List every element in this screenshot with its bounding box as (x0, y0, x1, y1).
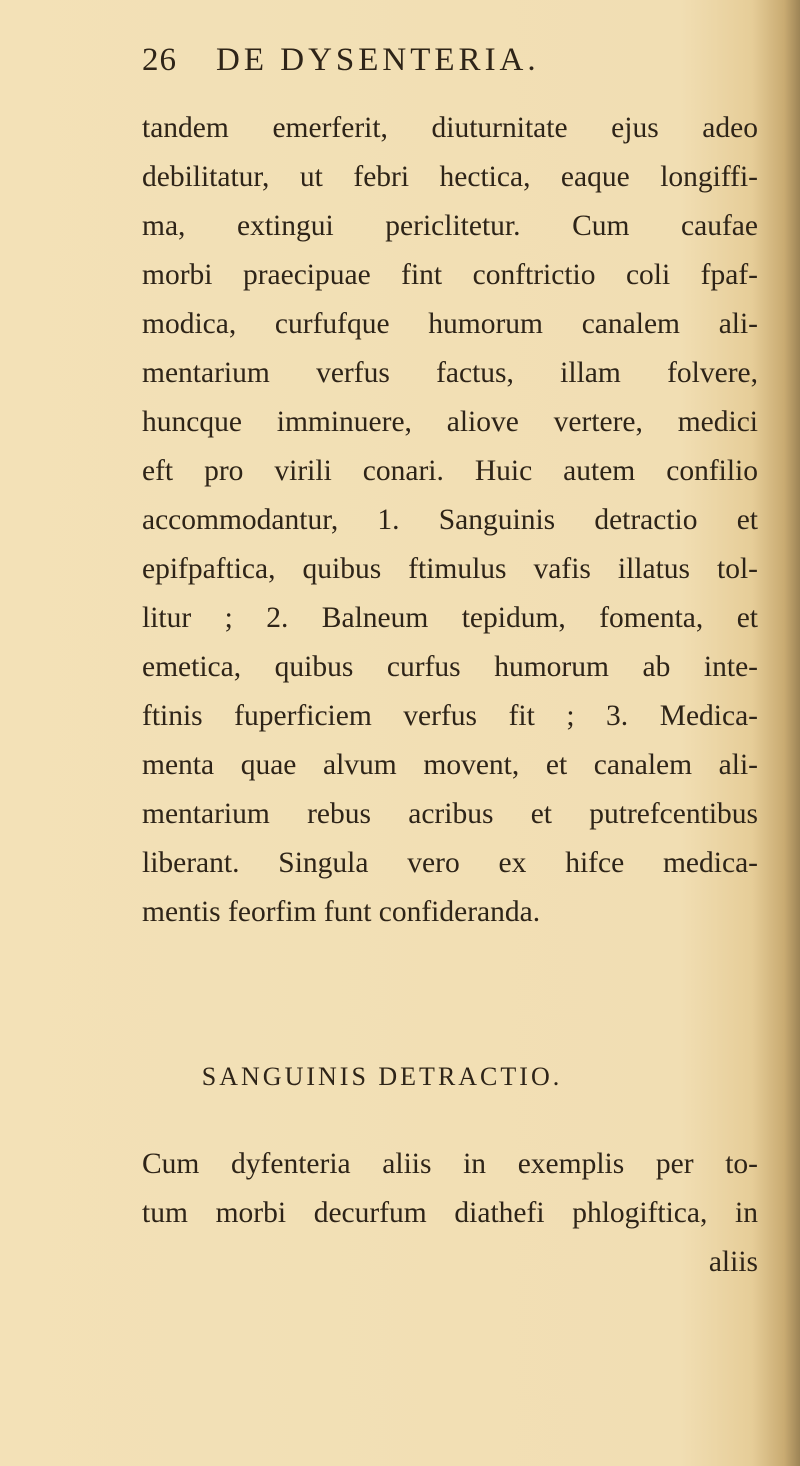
text-line: litur ; 2. Balneum tepidum, fomenta, et (142, 602, 758, 634)
text-line: tandem emerferit, diuturnitate ejus adeo (142, 112, 758, 144)
section-heading: SANGUINIS DETRACTIO. (201, 1062, 563, 1091)
text-line: debilitatur, ut febri hectica, eaque longiffi- (142, 161, 758, 193)
text-line: menta quae alvum movent, et canalem ali- (142, 749, 758, 781)
text-line: emetica, quibus curfus humorum ab inte- (142, 651, 758, 683)
running-header (142, 42, 682, 79)
text-line: mentarium verfus factus, illam folvere, (142, 357, 758, 389)
page-number: 26 (142, 42, 177, 78)
running-title: DE DYSENTERIA. (216, 42, 540, 78)
text-line: ftinis fuperficiem verfus fit ; 3. Medica- (142, 700, 758, 732)
text-line: morbi praecipuae fint conftrictio coli fpaf- (142, 259, 758, 291)
text-line: mentis feorfim funt confideranda. (142, 896, 541, 928)
text-line: accommodantur, 1. Sanguinis detractio et (142, 504, 758, 536)
paragraph-1 (142, 104, 758, 937)
text-line: tum morbi decurfum diathefi phlogiftica, in (142, 1197, 758, 1229)
text-line: liberant. Singula vero ex hifce medica- (142, 847, 758, 879)
text-line: Cum dyfenteria aliis in exemplis per to- (142, 1148, 758, 1180)
text-line: mentarium rebus acribus et putrefcentibus (142, 798, 758, 830)
catchword: aliis (708, 1246, 758, 1278)
text-line: epifpaftica, quibus ftimulus vafis illatus tol- (142, 553, 758, 585)
paragraph-2 (142, 1140, 758, 1287)
text-line: eft pro virili conari. Huic autem confilio (142, 455, 758, 487)
text-line: ma, extingui periclitetur. Cum caufae (142, 210, 758, 242)
text-line: modica, curfufque humorum canalem ali- (142, 308, 758, 340)
text-line: huncque imminuere, aliove vertere, medici (142, 406, 758, 438)
